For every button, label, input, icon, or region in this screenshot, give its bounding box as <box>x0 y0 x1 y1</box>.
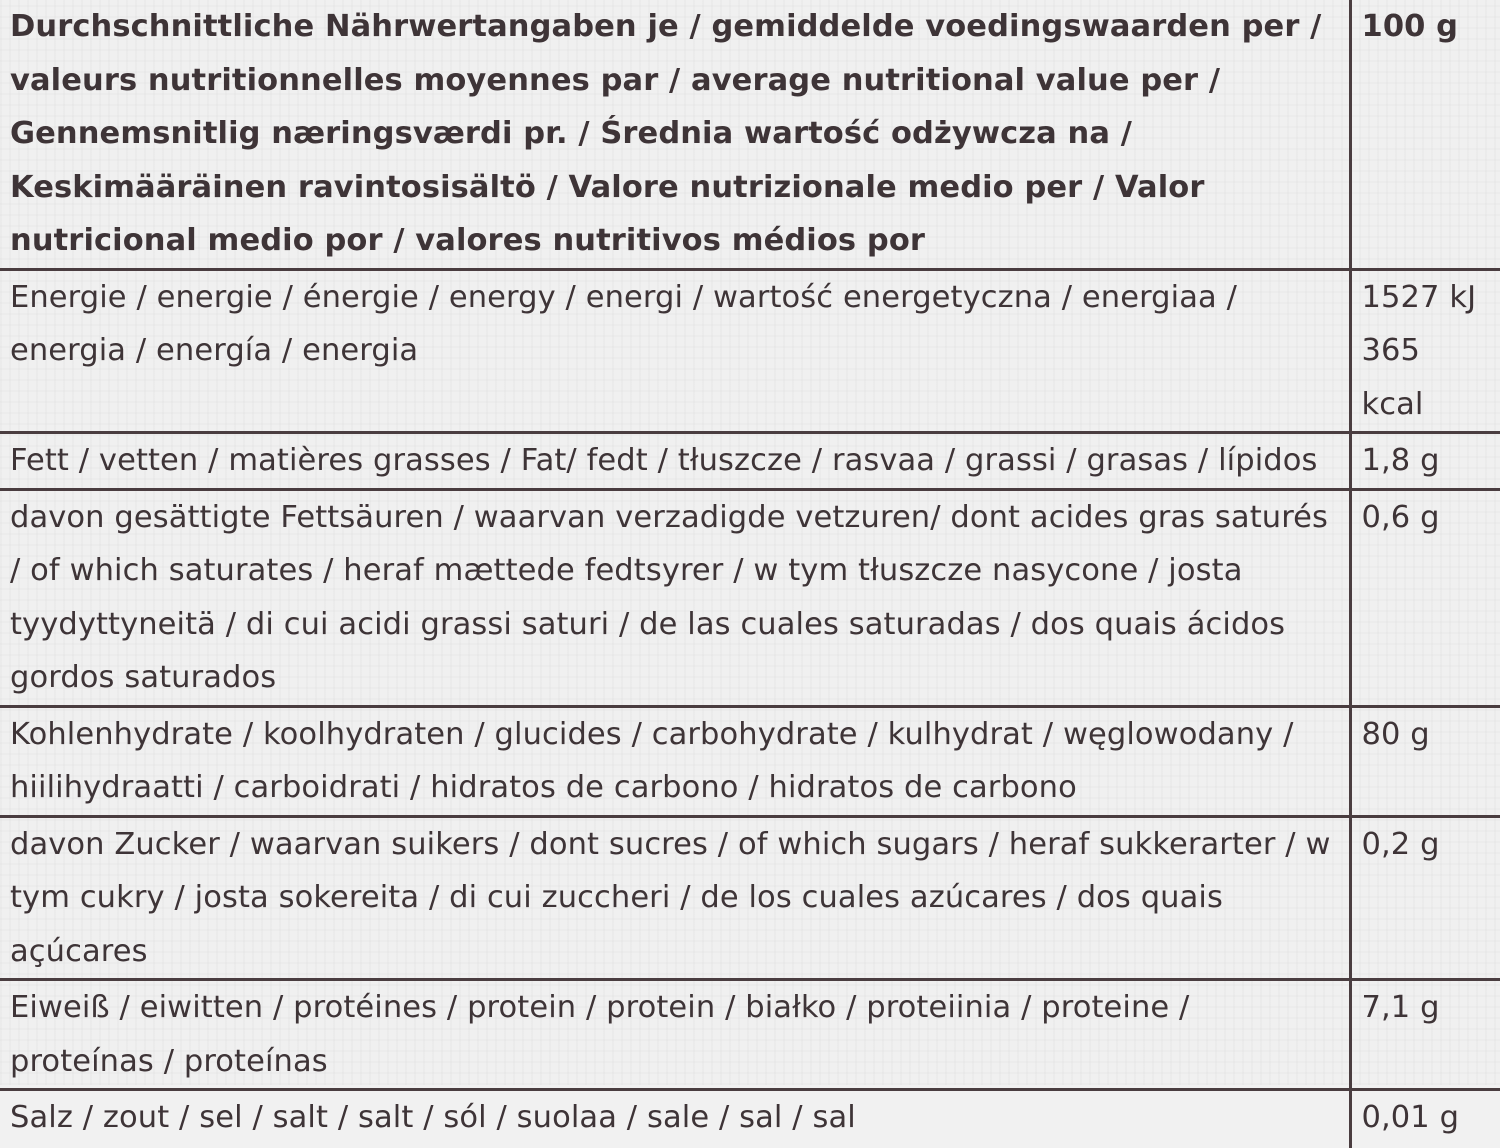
header-value: 100 g <box>1350 0 1500 269</box>
row-value-protein: 7,1 g <box>1350 980 1500 1090</box>
table-row-sugars <box>0 816 1500 980</box>
row-label-saturates: davon gesättigte Fettsäuren / waarvan verzadigde vetzuren/ dont acides gras saturés / of which saturates / heraf mættede fedtsyrer / w tym tłuszcze nasycone / josta tyydyttyneitä / di cui acidi grassi saturi / de las cuales saturadas / dos quais ácidos gordos saturados <box>0 489 1350 706</box>
row-label-energy: Energie / energie / énergie / energy / energi / wartość energetyczna / energiaa / energia / energía / energia <box>0 269 1350 433</box>
row-label-carbohydrate: Kohlenhydrate / koolhydraten / glucides / carbohydrate / kulhydrat / węglowodany / hiilihydraatti / carboidrati / hidratos de carbono / hidratos de carbono <box>0 706 1350 816</box>
row-value-energy <box>1350 269 1500 433</box>
row-value-salt: 0,01 g <box>1350 1090 1500 1148</box>
row-value-saturates: 0,6 g <box>1350 489 1500 706</box>
table-row-salt <box>0 1090 1500 1148</box>
energy-kj: 1527 kJ <box>1361 279 1477 315</box>
row-label-sugars: davon Zucker / waarvan suikers / dont sucres / of which sugars / heraf sukkerarter / w tym cukry / josta sokereita / di cui zuccheri / de los cuales azúcares / dos quais açúcares <box>0 816 1350 980</box>
row-value-fat: 1,8 g <box>1350 433 1500 490</box>
row-label-protein: Eiweiß / eiwitten / protéines / protein / protein / białko / proteiinia / proteine / proteínas / proteínas <box>0 980 1350 1090</box>
table-row-protein <box>0 980 1500 1090</box>
row-label-salt: Salz / zout / sel / salt / salt / sól / suolaa / sale / sal / sal <box>0 1090 1350 1148</box>
row-value-carbohydrate: 80 g <box>1350 706 1500 816</box>
table-row-saturates <box>0 489 1500 706</box>
table-row-fat <box>0 433 1500 490</box>
row-value-sugars: 0,2 g <box>1350 816 1500 980</box>
table-header-row <box>0 0 1500 269</box>
table-row-energy <box>0 269 1500 433</box>
row-label-fat: Fett / vetten / matières grasses / Fat/ fedt / tłuszcze / rasvaa / grassi / grasas / lípidos <box>0 433 1350 490</box>
energy-kcal: 365 kcal <box>1361 333 1424 422</box>
table-row-carbohydrate <box>0 706 1500 816</box>
header-label: Durchschnittliche Nährwertangaben je / gemiddelde voedingswaarden per / valeurs nutritionnelles moyennes par / average nutritional value per / Gennemsnitlig næringsværdi pr. / Średnia wartość odżywcza na / Keskimääräinen ravintosisältö / Valore nutrizionale medio per / Valor nutricional medio por / valores nutritivos médios por <box>0 0 1350 269</box>
